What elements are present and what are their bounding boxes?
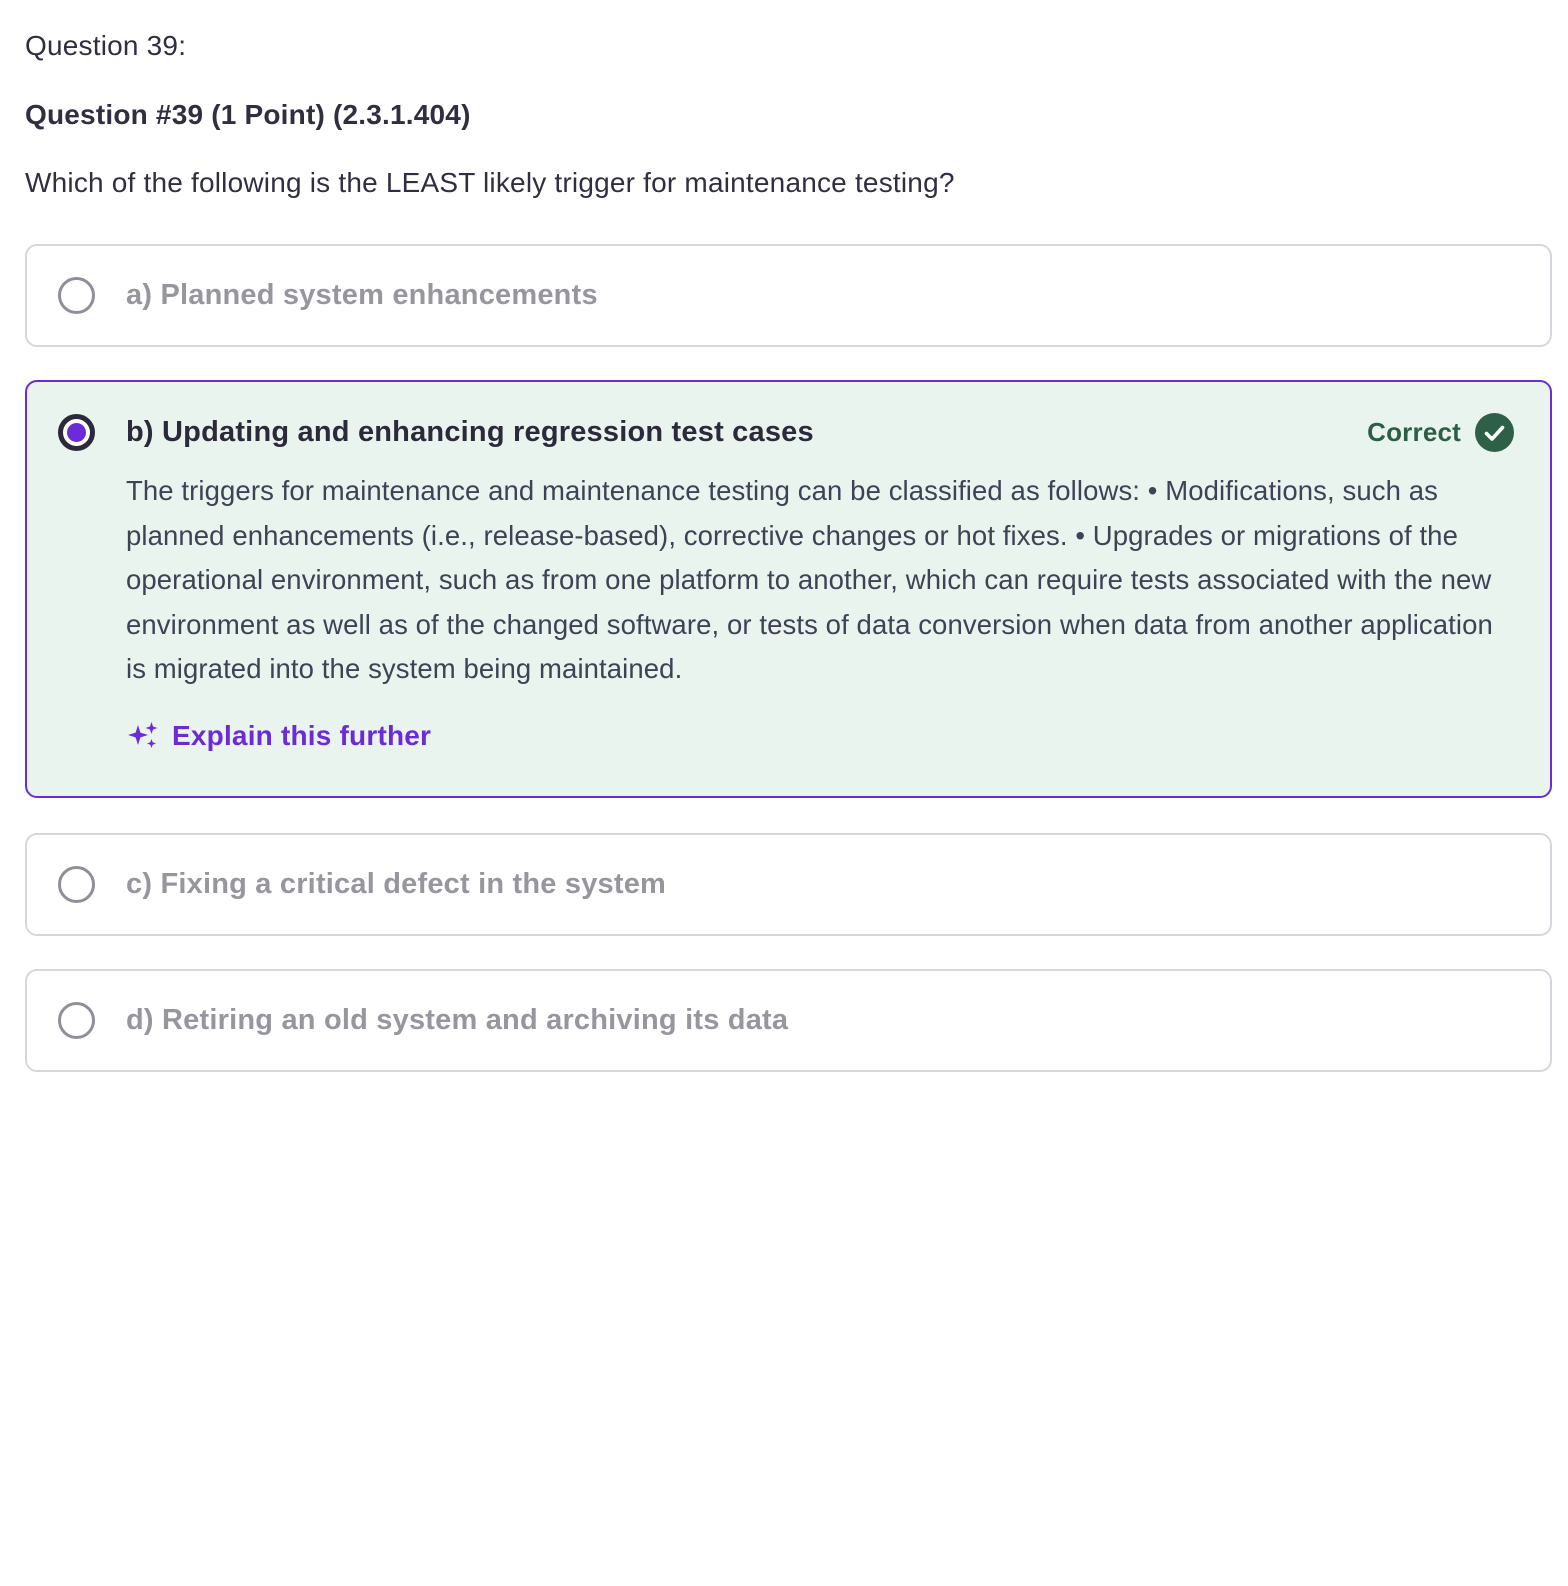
option-d[interactable]: [25, 969, 1552, 1072]
question-title: Question #39 (1 Point) (2.3.1.404): [25, 99, 471, 130]
explain-further-label: Explain this further: [172, 719, 432, 751]
radio-unselected-icon[interactable]: [58, 277, 95, 314]
radio-dot: [67, 423, 86, 442]
answer-explanation: The triggers for maintenance and maintenance testing can be classified as follows: • Modifications, such as planned enhancements (i.e., release-based), corrective changes or hot fixes. • Upgrades or migrations of the operational environment, such as from one platform to another, which can require tests associated with the new environment as well as of the changed software, or tests of data conversion when data from another application is migrated into the system being maintained.: [126, 475, 1493, 684]
explain-further-link[interactable]: [126, 719, 431, 753]
question-number-label: Question 39:: [25, 30, 187, 61]
checkmark-circle-icon: [1475, 413, 1514, 452]
answer-options-list: [25, 244, 1552, 1072]
correct-badge: [1367, 413, 1514, 452]
option-c-label: c) Fixing a critical defect in the system: [126, 867, 667, 900]
option-a-label: a) Planned system enhancements: [126, 279, 598, 311]
question-text: Which of the following is the LEAST likely trigger for maintenance testing?: [25, 167, 955, 198]
radio-unselected-icon[interactable]: [58, 1002, 95, 1039]
option-d-label: d) Retiring an old system and archiving its data: [126, 1003, 789, 1036]
correct-badge-label: Correct: [1367, 417, 1461, 447]
option-b[interactable]: [25, 380, 1552, 798]
option-c[interactable]: [25, 833, 1552, 936]
sparkles-icon: [126, 719, 160, 753]
option-b-label: b) Updating and enhancing regression test cases: [126, 416, 814, 448]
option-b-header-row: [58, 413, 1514, 452]
radio-unselected-icon[interactable]: [58, 866, 95, 903]
radio-selected-icon[interactable]: [58, 414, 95, 451]
option-a[interactable]: [25, 244, 1552, 347]
